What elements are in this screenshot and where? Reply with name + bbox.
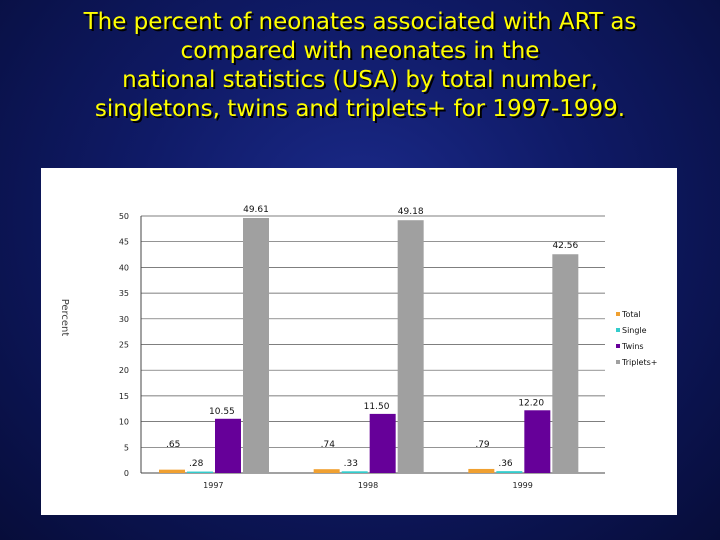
x-tick-label: 1998: [357, 481, 379, 490]
bar-single: [187, 472, 213, 473]
y-tick-label: 30: [118, 314, 129, 324]
legend-swatch: [616, 344, 620, 348]
y-axis-title: Percent: [59, 298, 70, 337]
data-label: .36: [498, 459, 513, 469]
bar-total: [314, 469, 340, 473]
data-label: 49.18: [397, 207, 424, 218]
data-label: .65: [166, 440, 181, 450]
bar-twins: [215, 419, 241, 473]
y-tick-label: 50: [118, 212, 129, 221]
bar-triplets: [398, 220, 424, 473]
x-tick-label: 1999: [512, 481, 533, 490]
slide-title: [20, 8, 700, 124]
y-tick-label: 5: [123, 443, 129, 453]
y-tick-label: 20: [118, 366, 129, 376]
chart-panel: [41, 168, 677, 515]
bar-single: [342, 471, 368, 473]
data-label: .74: [320, 440, 335, 450]
title-line: The percent of neonates associated with ART as: [83, 9, 637, 35]
y-tick-label: 0: [123, 469, 129, 478]
bar-twins: [370, 414, 396, 473]
data-label: .28: [189, 459, 204, 469]
y-tick-label: 35: [118, 289, 129, 299]
title-line: singletons, twins and triplets+ for 1997-1999.: [94, 96, 626, 122]
y-tick-label: 45: [118, 237, 129, 247]
legend-label: Single: [622, 326, 647, 335]
legend-swatch: [616, 312, 620, 316]
title-line: compared with neonates in the: [180, 38, 540, 64]
y-tick-label: 15: [118, 391, 129, 401]
legend-label: Twins: [622, 342, 644, 351]
bar-total: [159, 470, 185, 473]
y-tick-label: 10: [118, 417, 129, 427]
bar-triplets: [243, 218, 269, 473]
legend-label: Triplets+: [622, 358, 658, 367]
bar-triplets: [552, 254, 578, 473]
data-label: 42.56: [552, 241, 579, 252]
legend-label: Total: [622, 310, 641, 319]
legend-swatch: [616, 328, 620, 332]
y-tick-label: 25: [118, 340, 129, 350]
y-tick-label: 40: [118, 263, 129, 273]
data-label: 49.61: [243, 205, 269, 216]
data-label: 10.55: [209, 406, 235, 417]
data-label: .79: [475, 440, 490, 450]
bar-twins: [524, 410, 550, 473]
legend-swatch: [616, 360, 620, 364]
data-label: 11.50: [363, 401, 390, 412]
bar-single: [496, 471, 522, 473]
data-label: 12.20: [518, 398, 545, 409]
title-line: national statistics (USA) by total number,: [122, 67, 598, 93]
x-tick-label: 1997: [203, 481, 224, 490]
data-label: .33: [343, 459, 358, 469]
bar-chart: [41, 168, 677, 515]
bar-total: [468, 469, 494, 473]
